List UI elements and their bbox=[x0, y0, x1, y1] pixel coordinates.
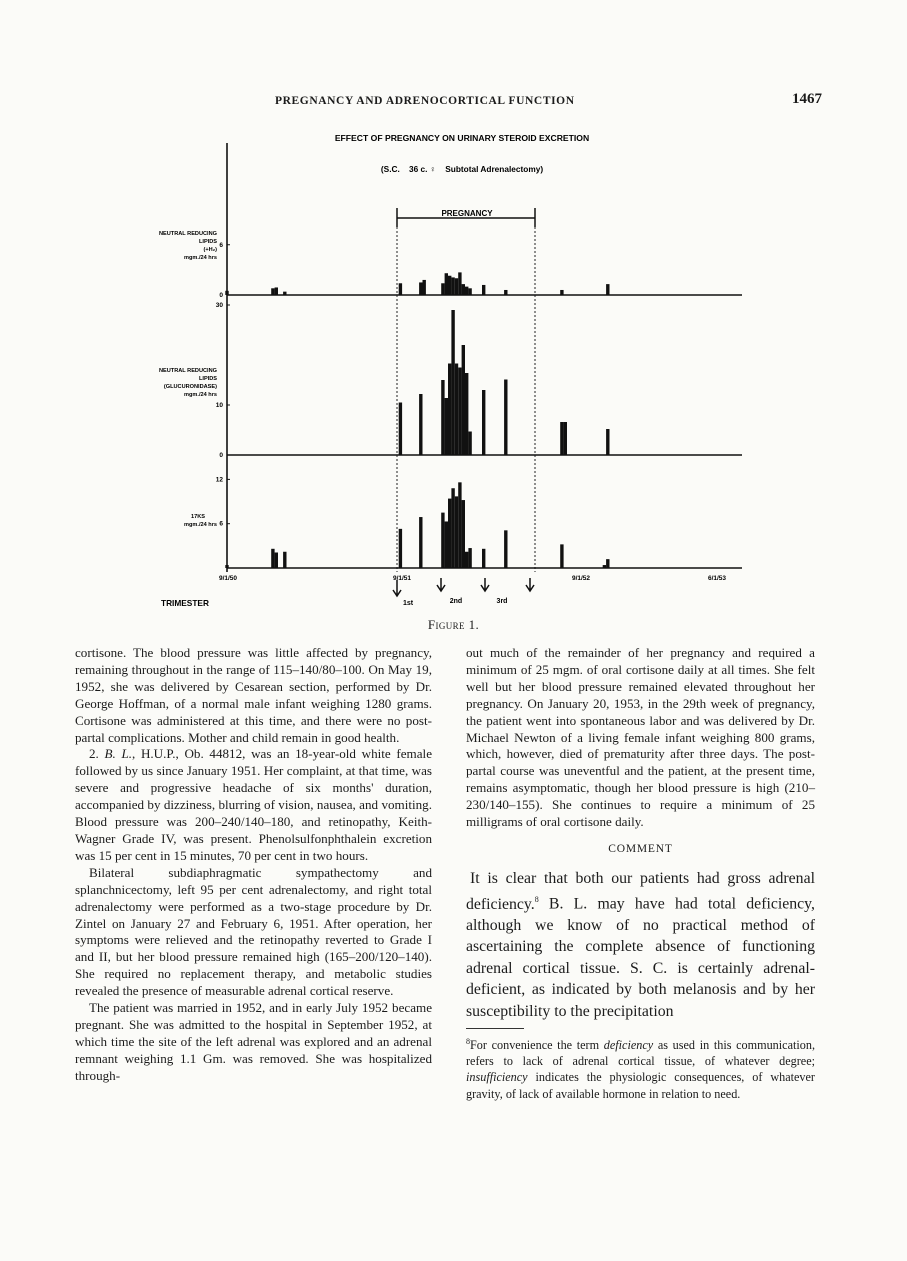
figure-caption: Figure 1. bbox=[427, 617, 480, 632]
data-bar bbox=[451, 277, 454, 295]
chart-panel bbox=[159, 231, 742, 299]
paragraph: Bilateral subdiaphragmatic sympathectomy and splanchnicectomy, left 95 per cent adrenalectomy, and right total adrenalectomy were performed as a two-stage procedure by Dr. Zintel on January 27 and February 6, 1951. After operation, her symptoms were relieved and the retinopathy reverted to Grade I and II, but her blood pressure remained high (165–200/120–140). She required no replacement therapy, and metabolic studies revealed the presence of measurable adrenal cortical reserve. bbox=[75, 864, 432, 999]
trimester-3rd: 3rd bbox=[496, 598, 508, 605]
data-bar bbox=[225, 565, 228, 568]
y-tick-label: 10 bbox=[215, 402, 223, 409]
data-bar bbox=[451, 310, 454, 455]
data-bar bbox=[275, 287, 278, 295]
data-bar bbox=[606, 559, 609, 568]
data-bar bbox=[419, 394, 422, 455]
footnote-mark: 8 bbox=[466, 1036, 470, 1046]
data-bar bbox=[441, 380, 444, 455]
data-bar bbox=[441, 283, 444, 295]
running-head: PREGNANCY AND ADRENOCORTICAL FUNCTION bbox=[275, 95, 575, 107]
data-bar bbox=[468, 432, 471, 456]
y-tick-label: 6 bbox=[219, 520, 223, 528]
pregnancy-bracket bbox=[397, 208, 535, 227]
data-bar bbox=[482, 390, 485, 455]
x-date-label: 6/1/53 bbox=[707, 575, 727, 582]
data-bar bbox=[504, 380, 507, 456]
footnote-term: deficiency bbox=[603, 1038, 654, 1053]
data-bar bbox=[448, 364, 451, 456]
section-heading: COMMENT bbox=[608, 842, 673, 855]
y-tick-label: 0 bbox=[219, 292, 223, 299]
data-bar bbox=[465, 287, 468, 295]
footnote-divider bbox=[466, 1028, 524, 1029]
footnote-text: indicates the physiologic consequences, of whatever gravity, of lack of available hormone in relation to need. bbox=[466, 1070, 815, 1101]
data-bar bbox=[448, 499, 451, 568]
data-bar bbox=[482, 285, 485, 295]
chart-subtitle: (S.C. 36 c. ♀ Subtotal Adrenalectomy) bbox=[380, 164, 544, 174]
data-bar bbox=[465, 552, 468, 568]
case-number: 2. bbox=[89, 746, 105, 762]
data-bar bbox=[445, 273, 448, 295]
data-bar bbox=[462, 345, 465, 455]
panel-label: (+H₂) bbox=[203, 247, 217, 253]
x-date-label: 9/1/50 bbox=[218, 575, 238, 582]
data-bar bbox=[225, 291, 228, 295]
data-bar bbox=[603, 565, 606, 568]
data-bar bbox=[451, 488, 454, 568]
y-tick-label: 6 bbox=[219, 241, 223, 249]
data-bar bbox=[504, 290, 507, 295]
data-bar bbox=[448, 276, 451, 295]
data-bar bbox=[445, 398, 448, 455]
data-bar bbox=[482, 549, 485, 568]
data-bar bbox=[283, 552, 286, 568]
data-bar bbox=[419, 517, 422, 568]
panel-label: (GLUCURONIDASE) bbox=[163, 384, 217, 390]
data-bar bbox=[606, 284, 609, 295]
y-tick-label: 30 bbox=[215, 302, 223, 309]
trimester-arrows bbox=[393, 578, 534, 596]
data-bar bbox=[271, 288, 274, 295]
data-bar bbox=[560, 290, 563, 295]
x-date-label: 9/1/51 bbox=[392, 575, 412, 582]
panel-label: mgm./24 hrs bbox=[184, 522, 217, 528]
footnote-term: insufficiency bbox=[466, 1070, 528, 1085]
paragraph: out much of the remainder of her pregnancy and required a minimum of 25 mgm. of oral cortisone daily at all times. She felt well but her blood pressure remained elevated throughout her pregnancy. On January 20, 1953, in the 29th week of pregnancy, the patient went into spontaneous labor and was delivered by Dr. Michael Newton of a living female infant weighing 800 grams, which, however, died of prematurity after three days. The post-partal course was uneventful and the patient, at the present time, remains asymptomatic, though her blood pressure is high (210–230/140–155). She continues to require a minimum of 25 milligrams of oral cortisone daily. bbox=[466, 645, 815, 830]
data-bar bbox=[399, 283, 402, 295]
case-text: , H.U.P., Ob. 44812, was an 18-year-old white female followed by us since January 1951. Her complaint, at that time, was severe and progressive headache of six months' duration, accompanied by dizziness, blurring of vision, nausea, and vomiting. Blood pressure was 200–240/140–180, and retinopathy, Keith-Wagner Grade IV, was present. Phenolsulfonphthalein excretion was 15 per cent in 15 minutes, 70 per cent in two hours. bbox=[75, 746, 432, 863]
paragraph bbox=[75, 746, 432, 864]
panel-label: LIPIDS bbox=[198, 239, 217, 245]
paragraph: The patient was married in 1952, and in early July 1952 became pregnant. She was admitted to the hospital in September 1952, at which time the site of the left adrenal was explored and an adrenal remnant weighing 1.1 Gm. was removed. She was hospitalized through- bbox=[75, 1000, 432, 1083]
right-column bbox=[466, 645, 815, 1102]
data-bar bbox=[399, 403, 402, 456]
chart-panel bbox=[159, 302, 742, 459]
data-bar bbox=[455, 496, 458, 568]
patient-initials: B. L. bbox=[104, 746, 132, 762]
data-bar bbox=[441, 513, 444, 568]
page-number: 1467 bbox=[792, 91, 822, 107]
footnote-text: For convenience the term bbox=[470, 1038, 604, 1053]
panel-label: LIPIDS bbox=[198, 376, 217, 382]
data-bar bbox=[468, 548, 471, 568]
data-bar bbox=[564, 422, 567, 455]
data-bar bbox=[419, 282, 422, 295]
x-date-label: 9/1/52 bbox=[571, 575, 591, 582]
y-tick-label: 0 bbox=[219, 452, 223, 459]
data-bar bbox=[283, 292, 286, 295]
data-bar bbox=[455, 364, 458, 456]
left-column bbox=[75, 645, 432, 1085]
data-bar bbox=[445, 521, 448, 568]
data-bar bbox=[455, 278, 458, 295]
footnote bbox=[466, 1034, 815, 1102]
data-bar bbox=[465, 373, 468, 455]
trimester-2nd: 2nd bbox=[449, 598, 463, 605]
data-bar bbox=[458, 272, 461, 295]
data-bar bbox=[458, 482, 461, 568]
panel-label: mgm./24 hrs bbox=[184, 392, 217, 398]
data-bar bbox=[560, 422, 563, 455]
panel-label: 17KS bbox=[191, 514, 205, 520]
data-bar bbox=[468, 288, 471, 295]
chart-panel bbox=[184, 476, 742, 568]
comment-paragraph bbox=[466, 868, 815, 1022]
data-bar bbox=[271, 549, 274, 568]
footnote-reference: 8 bbox=[534, 895, 539, 905]
paragraph: cortisone. The blood pressure was little affected by pregnancy, remaining throughout in the range of 115–140/80–100. On May 19, 1952, she was delivered by Cesarean section, performed by Dr. George Hoffman, of a normal male infant weighing 1280 grams. Cortisone was administered at this time, and there were no post-partal complications. Mother and child remain in good health. bbox=[75, 645, 432, 745]
data-bar bbox=[504, 530, 507, 568]
data-bar bbox=[423, 280, 426, 295]
pregnancy-label: PREGNANCY bbox=[441, 209, 493, 218]
trimester-1st: 1st bbox=[402, 600, 414, 607]
panel-label: NEUTRAL REDUCING bbox=[158, 368, 217, 374]
data-bar bbox=[606, 429, 609, 455]
footnote-text: as used in this communication, refers to lack of adrenal cortical tissue, of whatever degree; bbox=[466, 1038, 815, 1069]
data-bar bbox=[275, 552, 278, 568]
comment-text-cont: B. L. may have had total deficiency, although we know of no practical method of ascertaining the complete absence of functioning adrenal cortical tissue. S. C. is certainly adrenal-deficient, as indicated by both melanosis and by her susceptibility to the precipitation bbox=[466, 895, 815, 1020]
comment-text: It is clear that both our patients had gross adrenal deficiency. bbox=[466, 869, 815, 913]
data-bar bbox=[462, 500, 465, 568]
chart-title: EFFECT OF PREGNANCY ON URINARY STEROID EXCRETION bbox=[334, 133, 590, 143]
panel-label: mgm./24 hrs bbox=[184, 255, 217, 261]
panel-label: NEUTRAL REDUCING bbox=[158, 231, 217, 237]
data-bar bbox=[560, 544, 563, 568]
data-bar bbox=[458, 368, 461, 456]
trimester-label: TRIMESTER bbox=[161, 598, 209, 608]
data-bar bbox=[462, 284, 465, 295]
y-tick-label: 12 bbox=[215, 476, 223, 484]
data-bar bbox=[399, 529, 402, 568]
